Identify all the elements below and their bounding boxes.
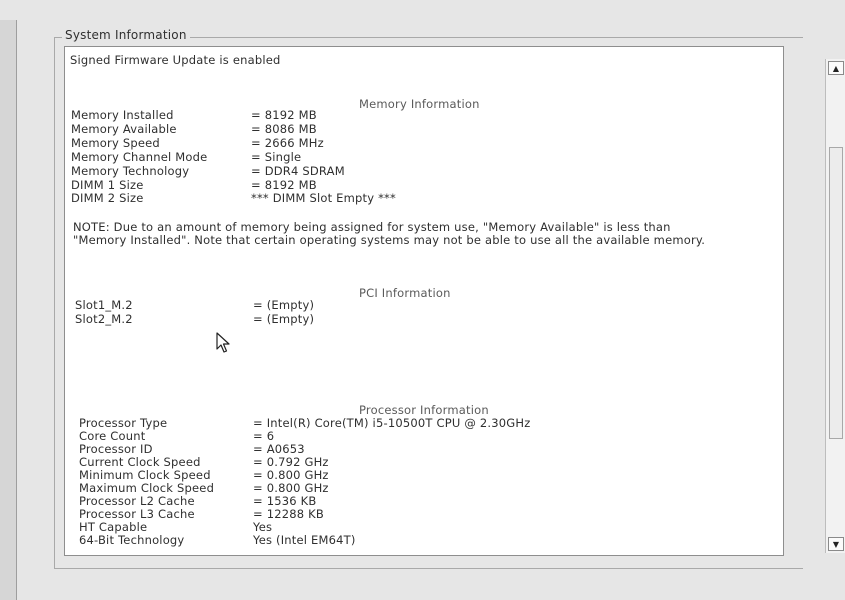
processor-value: = Intel(R) Core(TM) i5-10500T CPU @ 2.30GHz [253, 416, 531, 430]
memory-label: DIMM 2 Size [71, 191, 144, 205]
triangle-down-icon: ▼ [832, 539, 840, 549]
triangle-up-icon: ▲ [832, 63, 840, 73]
group-title: System Information [62, 28, 190, 42]
processor-value: = 0.800 GHz [253, 468, 329, 482]
signed-firmware-status: Signed Firmware Update is enabled [70, 53, 281, 67]
memory-value: = 2666 MHz [251, 136, 324, 150]
memory-value: = DDR4 SDRAM [251, 164, 345, 178]
processor-value: = A0653 [253, 442, 305, 456]
processor-value: = 0.800 GHz [253, 481, 329, 495]
memory-value: *** DIMM Slot Empty *** [251, 191, 396, 205]
scroll-down-button[interactable] [828, 537, 844, 551]
processor-label: Processor L2 Cache [79, 494, 195, 508]
memory-note: NOTE: Due to an amount of memory being assigned for system use, "Memory Available" is less than "Memory Installed". Note that certain operating systems may not be able to use all the available memory. [73, 220, 706, 247]
processor-label: 64-Bit Technology [79, 533, 185, 547]
pci-label: Slot1_M.2 [75, 298, 133, 312]
processor-value: = 0.792 GHz [253, 455, 329, 469]
pci-label: Slot2_M.2 [75, 312, 133, 326]
processor-value: Yes (Intel EM64T) [253, 533, 356, 547]
system-info-panel [64, 46, 840, 556]
pci-value: = (Empty) [253, 312, 315, 326]
scroll-up-button[interactable] [828, 61, 844, 75]
left-panel-edge [0, 20, 17, 600]
memory-label: DIMM 1 Size [71, 178, 144, 192]
processor-value: = 12288 KB [253, 507, 324, 521]
processor-value: = 6 [253, 429, 275, 443]
memory-label: Memory Installed [71, 108, 174, 122]
processor-value: Yes [253, 520, 273, 534]
memory-label: Memory Technology [71, 164, 190, 178]
memory-value: = 8192 MB [251, 108, 317, 122]
processor-label: Current Clock Speed [79, 455, 201, 469]
mouse-cursor-icon [216, 332, 232, 354]
scroll-thumb[interactable] [829, 147, 843, 439]
processor-label: Core Count [79, 429, 146, 443]
processor-label: Processor ID [79, 442, 153, 456]
memory-label: Memory Channel Mode [71, 150, 208, 164]
memory-heading: Memory Information [359, 97, 480, 111]
memory-label: Memory Available [71, 122, 177, 136]
processor-value: = 1536 KB [253, 494, 317, 508]
processor-label: Processor L3 Cache [79, 507, 195, 521]
processor-label: Minimum Clock Speed [79, 468, 211, 482]
memory-value: = 8192 MB [251, 178, 317, 192]
pci-value: = (Empty) [253, 298, 315, 312]
pci-heading: PCI Information [359, 286, 451, 300]
memory-label: Memory Speed [71, 136, 160, 150]
processor-heading: Processor Information [359, 403, 489, 417]
memory-value: = 8086 MB [251, 122, 317, 136]
processor-label: Processor Type [79, 416, 168, 430]
memory-value: = Single [251, 150, 302, 164]
processor-label: HT Capable [79, 520, 148, 534]
processor-label: Maximum Clock Speed [79, 481, 215, 495]
vertical-scrollbar[interactable] [825, 59, 845, 553]
